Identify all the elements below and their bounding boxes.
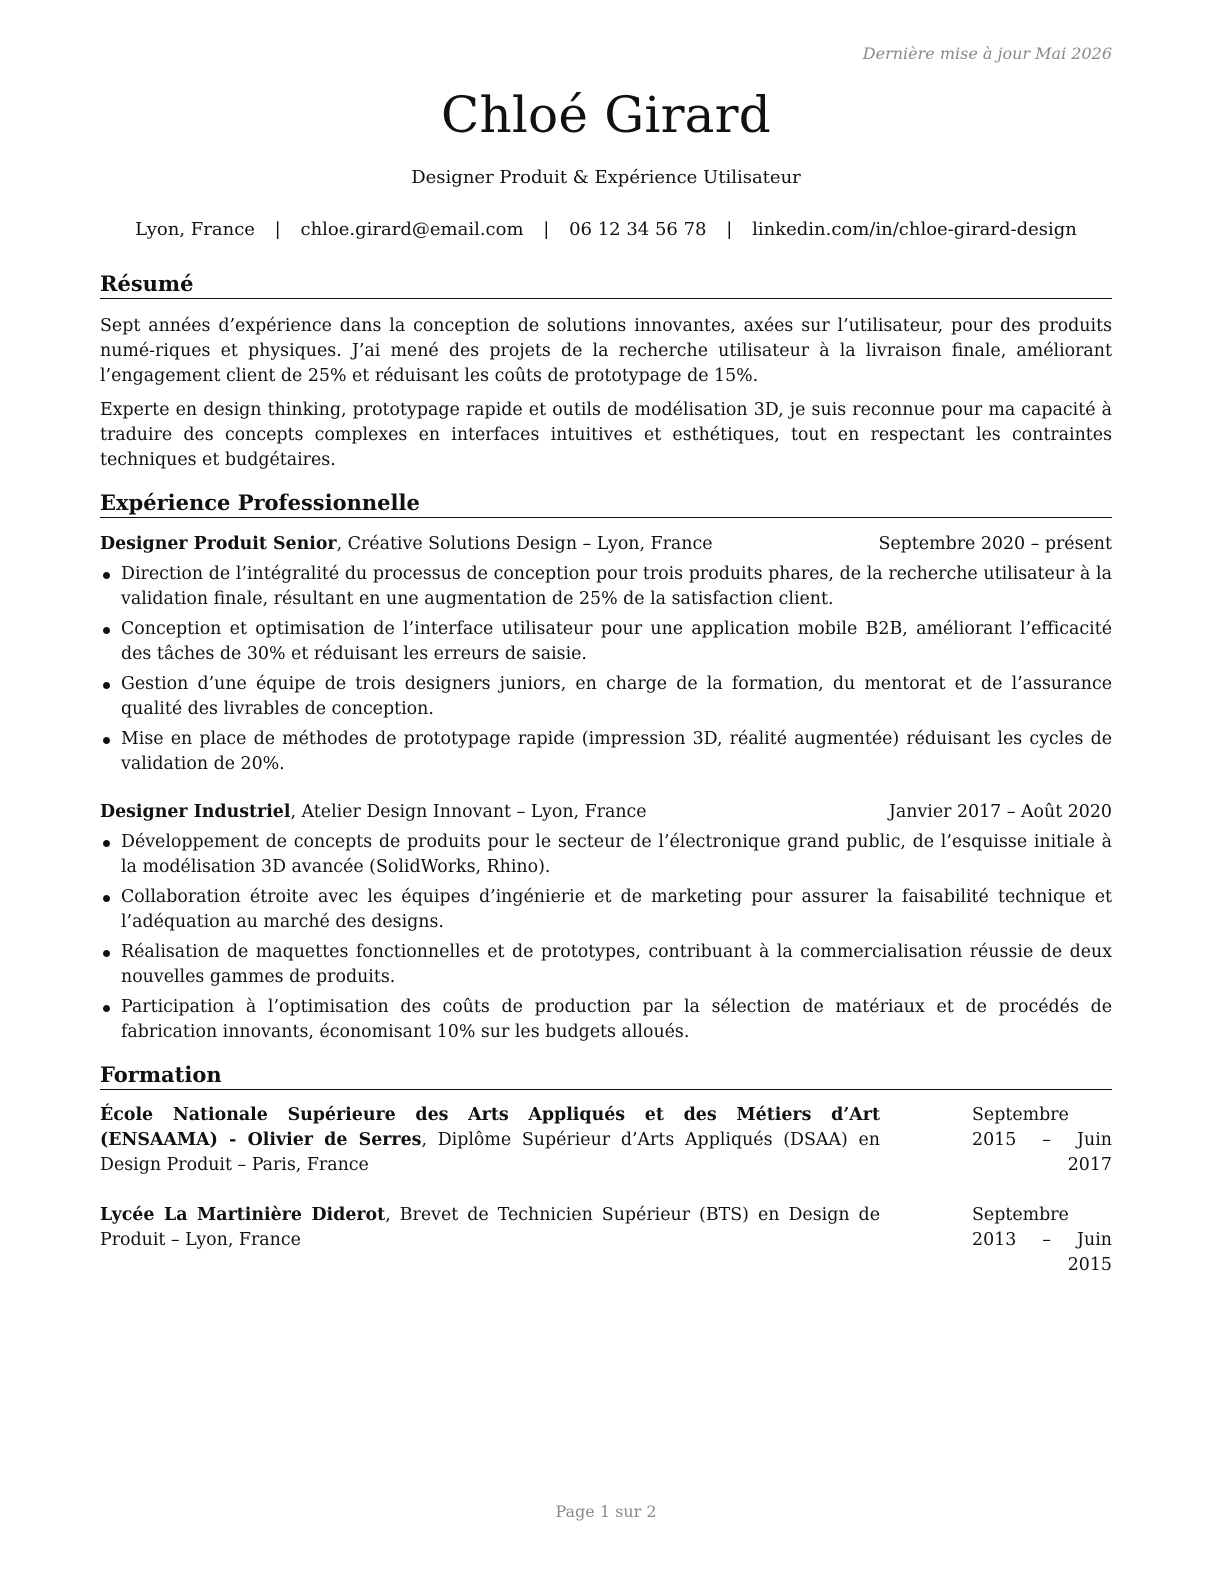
bullet-icon [103,627,110,634]
job-dates: Septembre 2020 – présent [878,534,1112,554]
list-item: Développement de concepts de produits pour le secteur de l’électronique grand public, de l’esquisse initiale à la modélisation 3D avancée (SolidWorks, Rhino). [100,830,1112,880]
job-bullets [100,562,1112,782]
education-description [100,1203,880,1278]
list-item: Collaboration étroite avec les équipes d’ingénierie et de marketing pour assurer la faisabilité technique et l’adéquation au marché des designs. [100,885,1112,935]
job-header [100,532,1112,557]
bullet-icon [103,682,110,689]
list-item: Direction de l’intégralité du processus de conception pour trois produits phares, de la recherche utilisateur à la validation finale, résultant en une augmentation de 25% de la satisfaction client. [100,562,1112,612]
education-school: École Nationale Supérieure des Arts Appliqués et des Métiers d’Art (ENSAAMA) - Olivier de Serres [100,1105,880,1150]
education-entry [100,1103,1112,1178]
page-number: Page 1 sur 2 [555,1502,657,1521]
job-bullets [100,830,1112,1050]
candidate-title: Designer Produit & Expérience Utilisateur [411,167,801,188]
list-item: Gestion d’une équipe de trois designers juniors, en charge de la formation, du mentorat et de l’assurance qualité des livrables de conception. [100,672,1112,722]
education-entry [100,1203,1112,1278]
education-school: Lycée La Martinière Diderot [100,1205,386,1225]
list-item: Conception et optimisation de l’interface utilisateur pour une application mobile B2B, améliorant l’efficacité des tâches de 30% et réduisant les erreurs de saisie. [100,617,1112,667]
job-title-line [100,532,713,557]
job-role: Designer Industriel [100,802,291,822]
job-company: , Atelier Design Innovant – Lyon, France [290,802,647,822]
summary-paragraph: Experte en design thinking, prototypage rapide et outils de modélisation 3D, je suis reconnue pour ma capacité à traduire des concepts complexes en interfaces intuitives et esthétiques, tout en respectant les contraintes techniques et budgétaires. [100,400,1112,470]
list-item: Participation à l’optimisation des coûts de production par la sélection de matériaux et de procédés de fabrication innovants, économisant 10% sur les budgets alloués. [100,995,1112,1045]
contact-email[interactable]: chloe.girard@email.com [300,219,524,240]
section-heading-education: Formation [100,1062,1112,1090]
candidate-name: Chloé Girard [441,86,771,144]
summary-paragraph: Sept années d’expérience dans la conception de solutions innovantes, axées sur l’utilisateur, pour des produits numé-riques et physiques. J’ai mené des projets de la recherche utilisateur à la livraison finale, améliorant l’engagement client de 25% et réduisant les coûts de prototypage de 15%. [100,316,1112,386]
section-heading-summary: Résumé [100,271,1112,299]
job-dates: Janvier 2017 – Août 2020 [888,802,1112,822]
bullet-icon [103,1005,110,1012]
contact-line [100,219,1112,240]
list-item: Réalisation de maquettes fonctionnelles et de prototypes, contribuant à la commercialisation réussie de deux nouvelles gammes de produits. [100,940,1112,990]
list-item: Mise en place de méthodes de prototypage rapide (impression 3D, réalité augmentée) réduisant les cycles de validation de 20%. [100,727,1112,777]
job-header [100,800,1112,825]
last-updated: Dernière mise à jour Mai 2026 [862,44,1112,63]
bullet-icon [103,840,110,847]
bullet-icon [103,950,110,957]
bullet-icon [103,737,110,744]
contact-separator: | [726,219,733,240]
education-degree: , Diplôme Supérieur d’Arts Appliqués (DSAA) en Design Produit – Paris, France [100,1130,880,1175]
education-degree: , Brevet de Technicien Supérieur (BTS) en Design de Produit – Lyon, France [100,1205,880,1250]
bullet-icon [103,572,110,579]
education-dates: Septembre 2015 – Juin 2017 [972,1105,1112,1175]
contact-linkedin[interactable]: linkedin.com/in/chloe-girard-design [752,219,1077,240]
job-role: Designer Produit Senior [100,534,337,554]
contact-location: Lyon, France [135,219,255,240]
contact-phone: 06 12 34 56 78 [569,219,707,240]
job-company: , Créative Solutions Design – Lyon, France [336,534,713,554]
contact-separator: | [274,219,281,240]
resume-page [100,0,1112,1584]
education-dates: Septembre 2013 – Juin 2015 [972,1205,1112,1275]
contact-separator: | [543,219,550,240]
job-title-line [100,800,647,825]
bullet-icon [103,895,110,902]
section-heading-experience: Expérience Professionnelle [100,490,1112,518]
education-description [100,1103,880,1178]
